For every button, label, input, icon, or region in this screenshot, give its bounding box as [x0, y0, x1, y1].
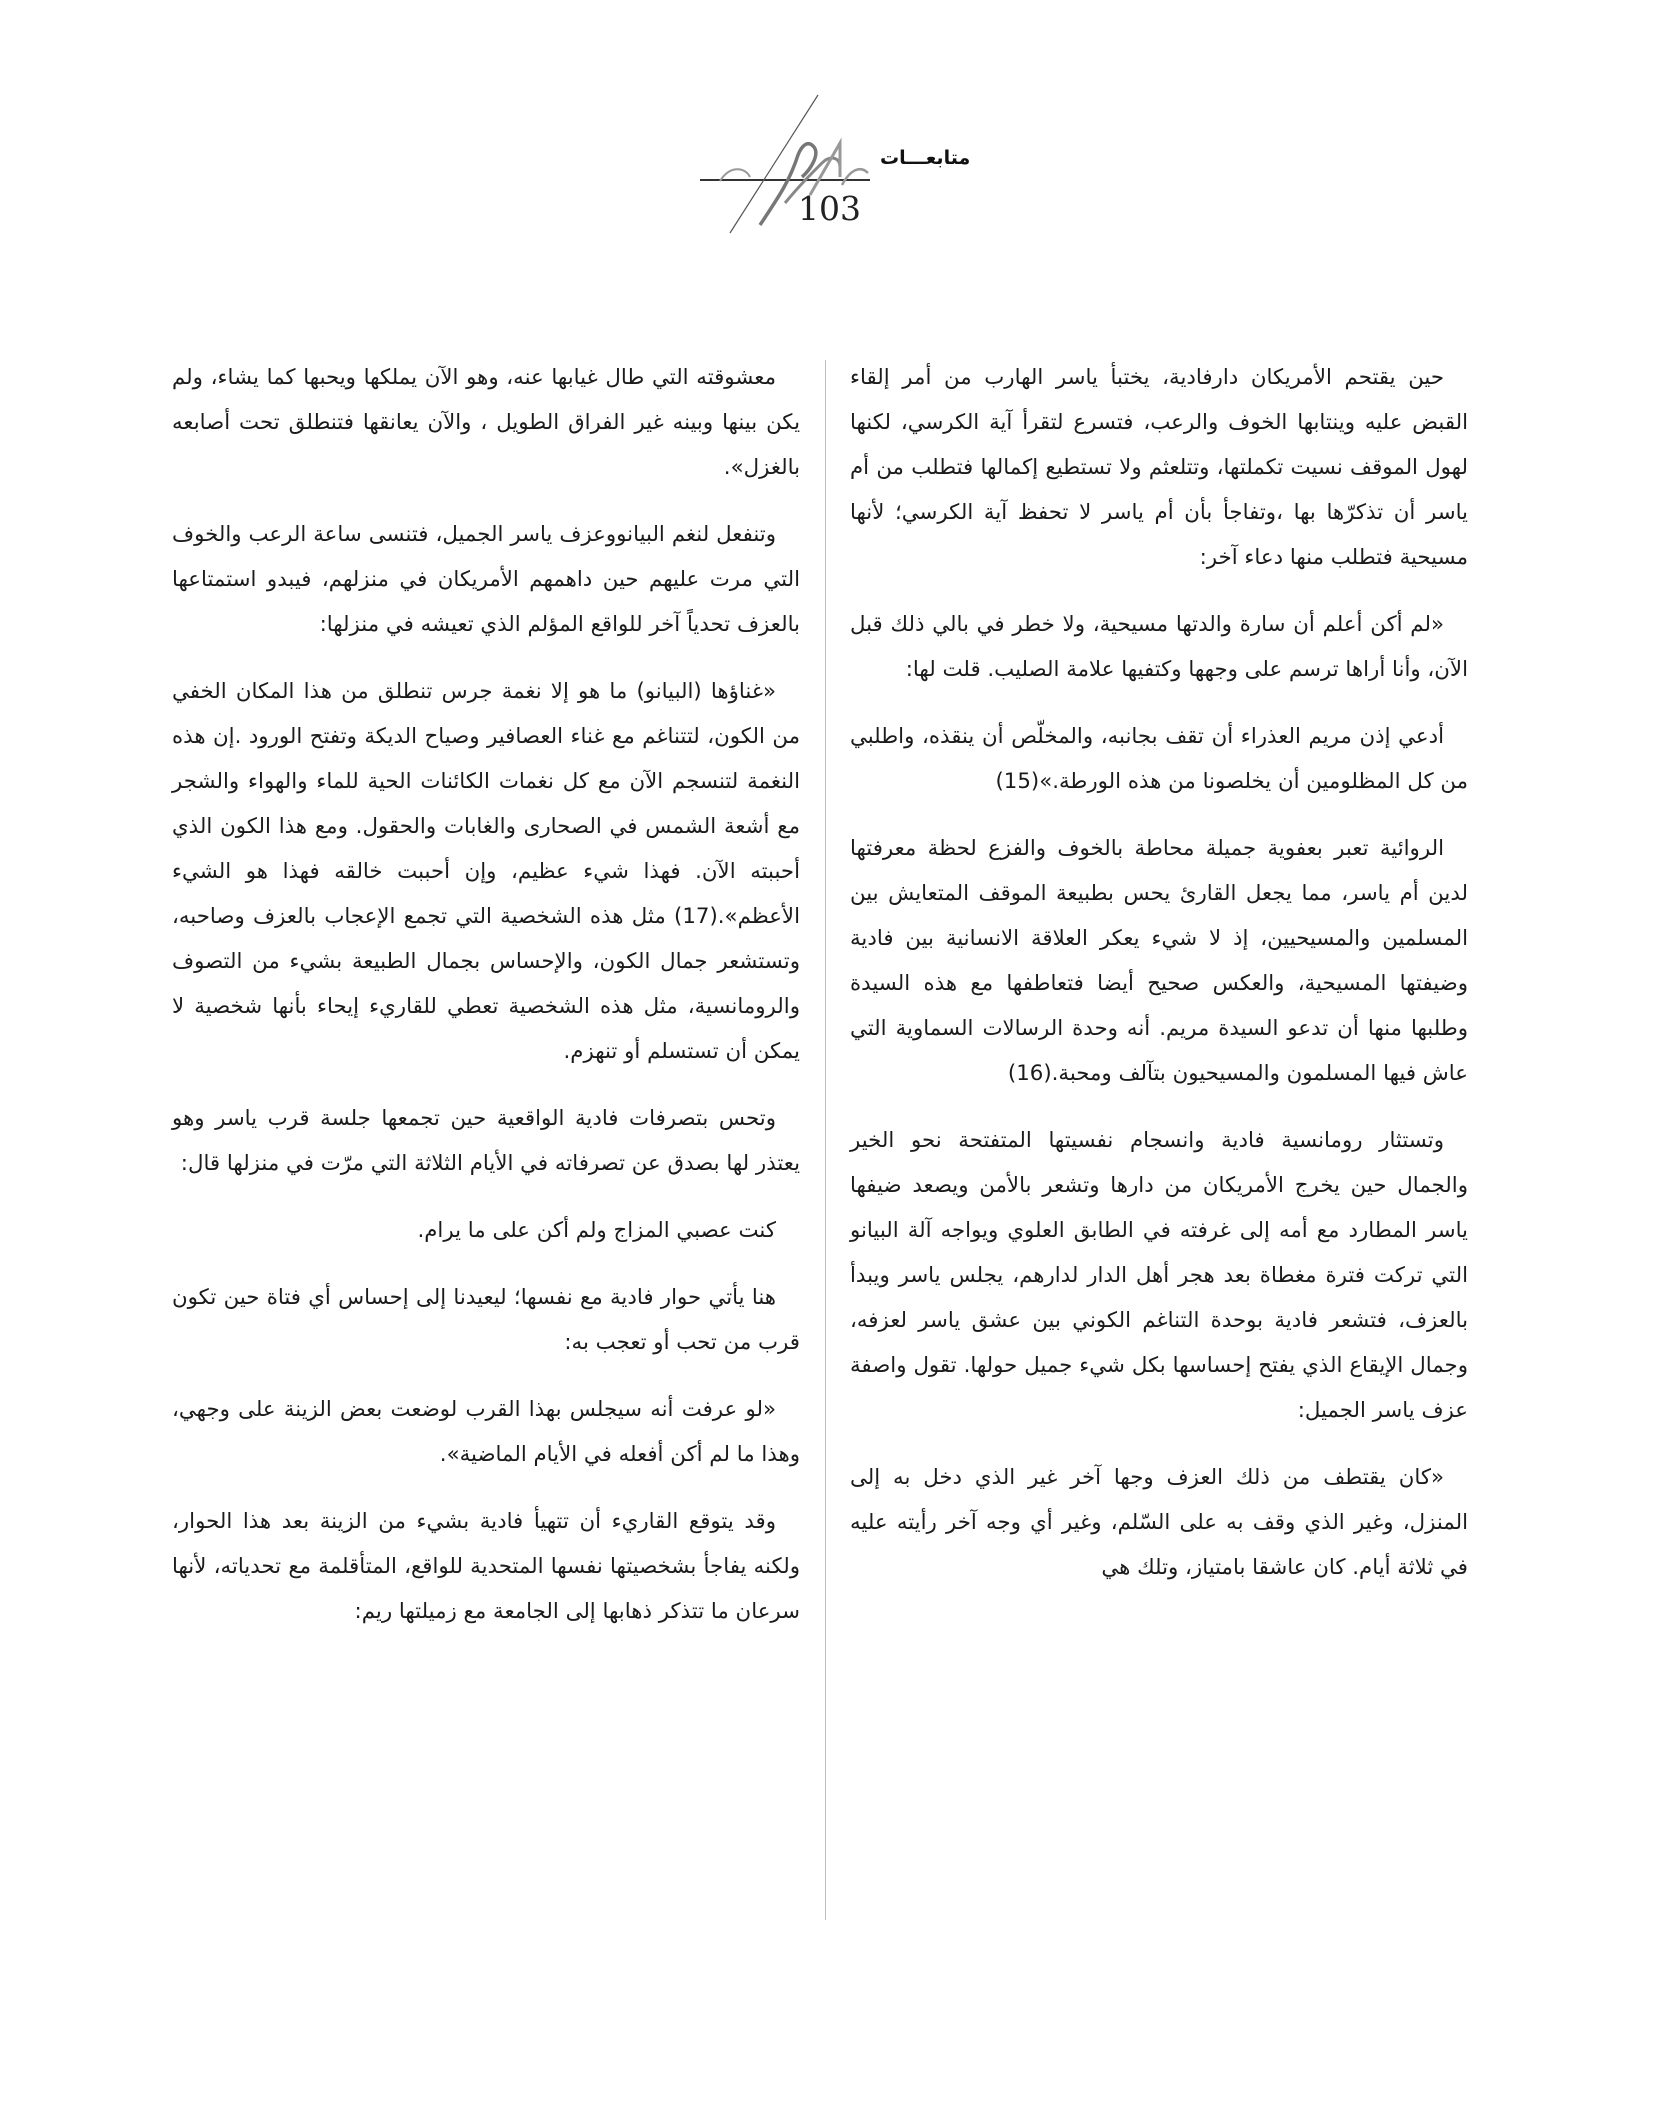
quote-paragraph: «كان يقتطف من ذلك العزف وجها آخر غير الذي دخل به إلى المنزل، وغير الذي وقف به على السّلم، وغير أي وجه آخر رأيته عليه في ثلاثة أيام. كان عاشقا بامتياز، وتلك هي [850, 1465, 1468, 1580]
quote-paragraph: أدعي إذن مريم العذراء أن تقف بجانبه، والمخلّص أن ينقذه، واطلبي من كل المظلومين أن يخلصونا من هذه الورطة.»(15) [850, 724, 1468, 794]
paragraph: هنا يأتي حوار فادية مع نفسها؛ ليعيدنا إلى إحساس أي فتاة حين تكون قرب من تحب أو تعجب به: [172, 1285, 800, 1355]
section-label: متابعـــات [880, 147, 971, 169]
paragraph: معشوقته التي طال غيابها عنه، وهو الآن يملكها ويحبها كما يشاء، ولم يكن بينها وبينه غير الفراق الطويل ، والآن يعانقها فتنطلق تحت أصابعه بالغزل». [172, 365, 800, 480]
column-divider [825, 360, 826, 1920]
page-header [690, 85, 990, 235]
right-column [850, 355, 1468, 1612]
left-column [172, 355, 800, 1656]
quote-paragraph: «غناؤها (البيانو) ما هو إلا نغمة جرس تنطلق من هذا المكان الخفي من الكون، لتتناغم مع غناء العصافير وصياح الديكة وتفتح الورود .إن هذه النغمة لتنسجم الآن مع كل نغمات الكائنات الحية للماء والهواء والشجر مع أشعة الشمس في الصحارى والغابات والحقول. ومع هذا الكون الذي أحببته الآن. فهذا شيء عظيم، وإن أحببت خالقه فهذا هو الشيء الأعظم».(17) مثل هذه الشخصية التي تجمع الإعجاب بالعزف وصاحبه، وتستشعر جمال الكون، والإحساس بجمال الطبيعة بشيء من التصوف والرومانسية، مثل هذه الشخصية تعطي للقاريء إيحاء بأنها شخصية لا يمكن أن تستسلم أو تنهزم. [172, 679, 800, 1064]
page-number: 103 [798, 189, 861, 228]
paragraph: وتنفعل لنغم البيانووعزف ياسر الجميل، فتنسى ساعة الرعب والخوف التي مرت عليهم حين داهمهم الأمريكان في منزلهم، فيبدو استمتاعها بالعزف تحدياً آخر للواقع المؤلم الذي تعيشه في منزلها: [172, 522, 800, 637]
paragraph: حين يقتحم الأمريكان دارفادية، يختبأ ياسر الهارب من أمر إلقاء القبض عليه وينتابها الخوف والرعب، فتسرع لتقرأ آية الكرسي، لكنها لهول الموقف نسيت تكملتها، وتتلعثم ولا تستطيع إكمالها فتطلب من أم ياسر أن تذكرّها بها ،وتفاجأ بأن أم ياسر لا تحفظ آية الكرسي؛ لأنها مسيحية فتطلب منها دعاء آخر: [850, 365, 1468, 570]
paragraph: وقد يتوقع القاريء أن تتهيأ فادية بشيء من الزينة بعد هذا الحوار، ولكنه يفاجأ بشخصيتها نفسها المتحدية للواقع، المتأقلمة مع تحدياته، لأنها سرعان ما تتذكر ذهابها إلى الجامعة مع زميلتها ريم: [172, 1509, 800, 1624]
dialogue-line: كنت عصبي المزاج ولم أكن على ما يرام. [417, 1218, 776, 1243]
paragraph: الروائية تعبر بعفوية جميلة محاطة بالخوف والفزع لحظة معرفتها لدين أم ياسر، مما يجعل القارئ يحس بطبيعة الموقف المتعايش بين المسلمين والمسيحيين، إذ لا شيء يعكر العلاقة الانسانية بين فادية وضيفتها المسيحية، والعكس صحيح أيضا فتعاطفها مع هذه السيدة وطلبها منها أن تدعو السيدة مريم. أنه وحدة الرسالات السماوية التي عاش فيها المسلمون والمسيحيون بتآلف ومحبة.(16) [850, 836, 1468, 1086]
quote-paragraph: «لم أكن أعلم أن سارة والدتها مسيحية، ولا خطر في بالي ذلك قبل الآن، وأنا أراها ترسم على وجهها وكتفيها علامة الصليب. قلت لها: [850, 612, 1468, 682]
paragraph: وتستثار رومانسية فادية وانسجام نفسيتها المتفتحة نحو الخير والجمال حين يخرج الأمريكان من دارها وتشعر بالأمن ويصعد ضيفها ياسر المطارد مع أمه إلى غرفته في الطابق العلوي ويواجه آلة البيانو التي تركت فترة مغطاة بعد هجر أهل الدار لدارهم، يجلس ياسر ويبدأ بالعزف، فتشعر فادية بوحدة التناغم الكوني بين عشق ياسر لعزفه، وجمال الإيقاع الذي يفتح إحساسها بكل شيء جميل حولها. تقول واصفة عزف ياسر الجميل: [850, 1128, 1468, 1423]
paragraph: وتحس بتصرفات فادية الواقعية حين تجمعها جلسة قرب ياسر وهو يعتذر لها بصدق عن تصرفاته في الأيام الثلاثة التي مرّت في منزلها قال: [172, 1106, 800, 1176]
quote-paragraph: «لو عرفت أنه سيجلس بهذا القرب لوضعت بعض الزينة على وجهي، وهذا ما لم أكن أفعله في الأيام الماضية». [172, 1397, 800, 1467]
